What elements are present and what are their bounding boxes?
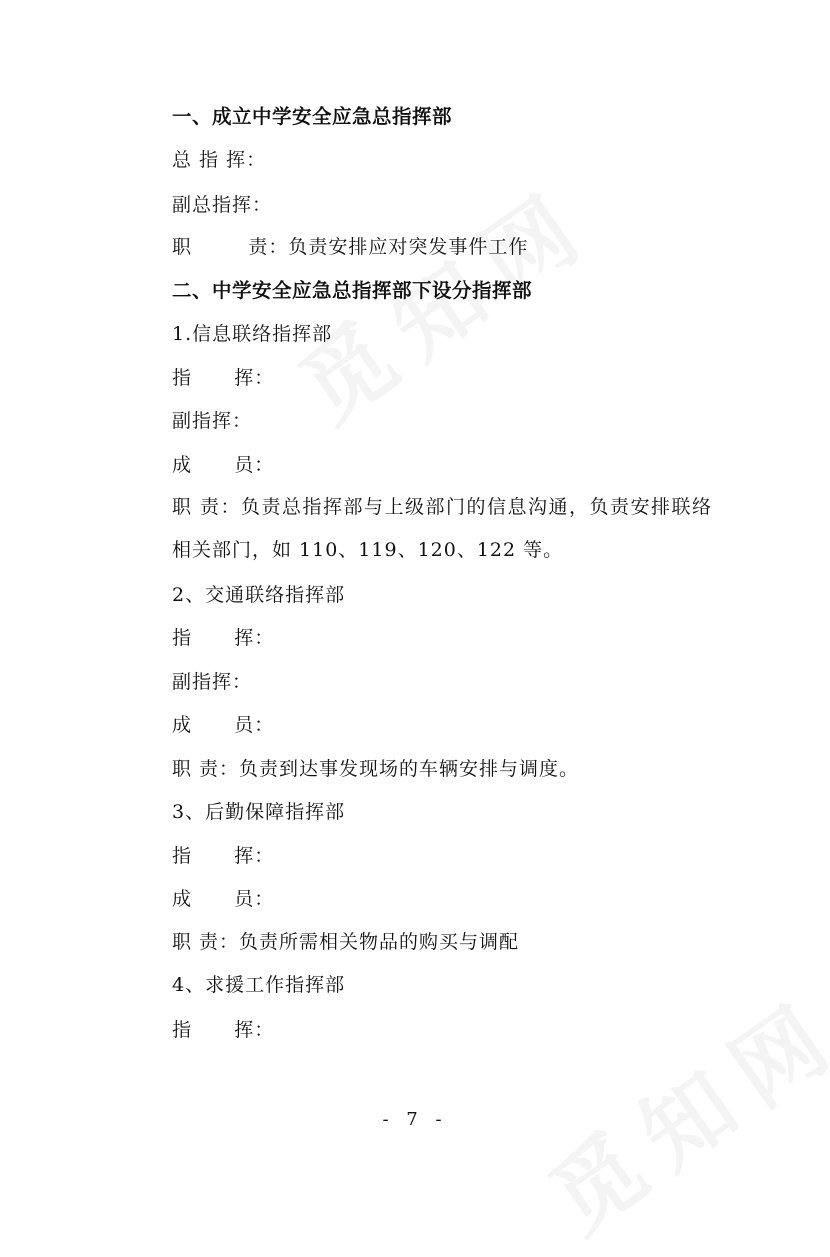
- section-heading-2: 二、中学安全应急总指挥部下设分指挥部: [172, 279, 533, 302]
- commander-label-3: 指 挥：: [172, 845, 275, 867]
- subsection-title-4: 4、求援工作指挥部: [172, 974, 346, 996]
- responsibility-text-3: 职 责：负责所需相关物品的购买与调配: [172, 931, 520, 953]
- subsection-title-1: 1.信息联络指挥部: [172, 323, 333, 345]
- responsibility-paragraph-1: 职 责：负责总指挥部与上级部门的信息沟通，负责安排联络相关部门，如 110、119、120、122 等。: [172, 496, 712, 561]
- members-label-2: 成 员：: [172, 714, 275, 736]
- deputy-chief-commander-label: 副总指挥：: [172, 194, 273, 216]
- page-number: - 7 -: [382, 1109, 448, 1130]
- commander-label-2: 指 挥：: [172, 627, 275, 649]
- chief-commander-label: 总 指 挥：: [172, 149, 267, 171]
- subsection-title-3: 3、后勤保障指挥部: [172, 801, 346, 823]
- members-label-1: 成 员：: [172, 454, 275, 476]
- deputy-commander-label-1: 副指挥：: [172, 410, 253, 432]
- commander-label-1: 指 挥：: [172, 367, 275, 389]
- commander-label-4: 指 挥：: [172, 1019, 275, 1041]
- section-heading-1: 一、成立中学安全应急总指挥部: [172, 105, 453, 128]
- responsibility-text-2: 职 责：负责到达事发现场的车辆安排与调度。: [172, 758, 580, 780]
- chief-responsibility-text: 职 责：负责安排应对突发事件工作: [172, 236, 529, 258]
- subsection-title-2: 2、交通联络指挥部: [172, 584, 346, 606]
- members-label-3: 成 员：: [172, 888, 275, 910]
- deputy-commander-label-2: 副指挥：: [172, 671, 253, 693]
